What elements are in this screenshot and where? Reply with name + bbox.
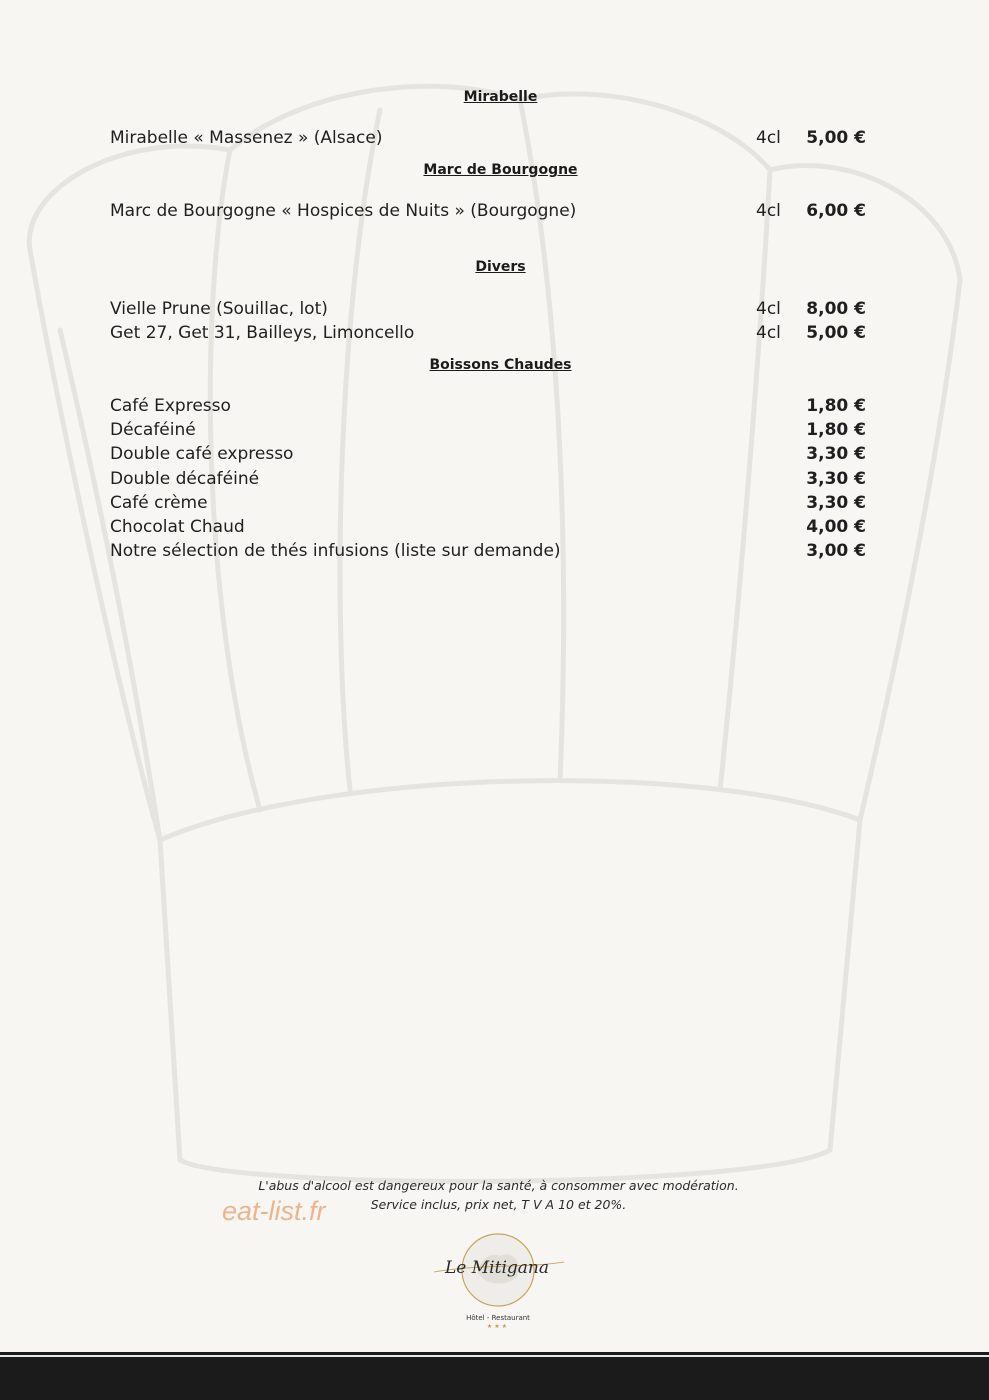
item-name: Mirabelle « Massenez » (Alsace) — [110, 128, 383, 148]
section-title-mirabelle: Mirabelle — [463, 89, 538, 105]
bottom-bar-line — [0, 1355, 989, 1357]
menu-item — [110, 201, 870, 225]
item-name: Notre sélection de thés infusions (liste sur demande) — [110, 541, 561, 561]
menu-item — [110, 444, 870, 468]
restaurant-logo — [418, 1228, 578, 1336]
item-price: 3,00 € — [806, 541, 866, 561]
item-price: 4,00 € — [806, 517, 866, 537]
menu-item — [110, 396, 870, 420]
item-name: Décaféiné — [110, 420, 196, 440]
item-price: 3,30 € — [806, 444, 866, 464]
bottom-bar — [0, 1352, 989, 1400]
menu-item — [110, 517, 870, 541]
section-title-boissons-chaudes: Boissons Chaudes — [429, 357, 572, 373]
service-note: Service inclus, prix net, T V A 10 et 20%. — [370, 1197, 627, 1212]
item-price: 1,80 € — [806, 396, 866, 416]
logo-stars: ★★★ — [486, 1323, 510, 1330]
section-title-marc-de-bourgogne: Marc de Bourgogne — [423, 162, 578, 178]
item-name: Marc de Bourgogne « Hospices de Nuits » (Bourgogne) — [110, 201, 577, 221]
menu-item — [110, 128, 870, 152]
menu-item — [110, 541, 870, 565]
logo-subtitle: Hôtel - Restaurant — [466, 1314, 530, 1322]
item-price: 5,00 € — [806, 323, 866, 343]
item-volume: 4cl — [756, 128, 781, 148]
item-name: Get 27, Get 31, Bailleys, Limoncello — [110, 323, 415, 343]
section-title-divers: Divers — [475, 259, 526, 275]
item-name: Vielle Prune (Souillac, lot) — [110, 299, 328, 319]
item-price: 8,00 € — [806, 299, 866, 319]
menu-item — [110, 299, 870, 323]
menu-item — [110, 469, 870, 493]
menu-item — [110, 420, 870, 444]
item-price: 6,00 € — [806, 201, 866, 221]
logo-name: Le Mitigana — [445, 1258, 549, 1278]
alcohol-warning: L'abus d'alcool est dangereux pour la santé, à consommer avec modération. — [258, 1178, 739, 1193]
source-watermark: eat-list.fr — [222, 1196, 326, 1226]
item-price: 3,30 € — [806, 493, 866, 513]
menu-item — [110, 493, 870, 517]
item-name: Café Expresso — [110, 396, 231, 416]
item-name: Chocolat Chaud — [110, 517, 245, 537]
item-price: 3,30 € — [806, 469, 866, 489]
item-volume: 4cl — [756, 201, 781, 221]
item-volume: 4cl — [756, 323, 781, 343]
item-price: 1,80 € — [806, 420, 866, 440]
item-volume: 4cl — [756, 299, 781, 319]
item-price: 5,00 € — [806, 128, 866, 148]
menu-item — [110, 323, 870, 347]
item-name: Double décaféiné — [110, 469, 260, 489]
item-name: Double café expresso — [110, 444, 294, 464]
item-name: Café crème — [110, 493, 208, 513]
